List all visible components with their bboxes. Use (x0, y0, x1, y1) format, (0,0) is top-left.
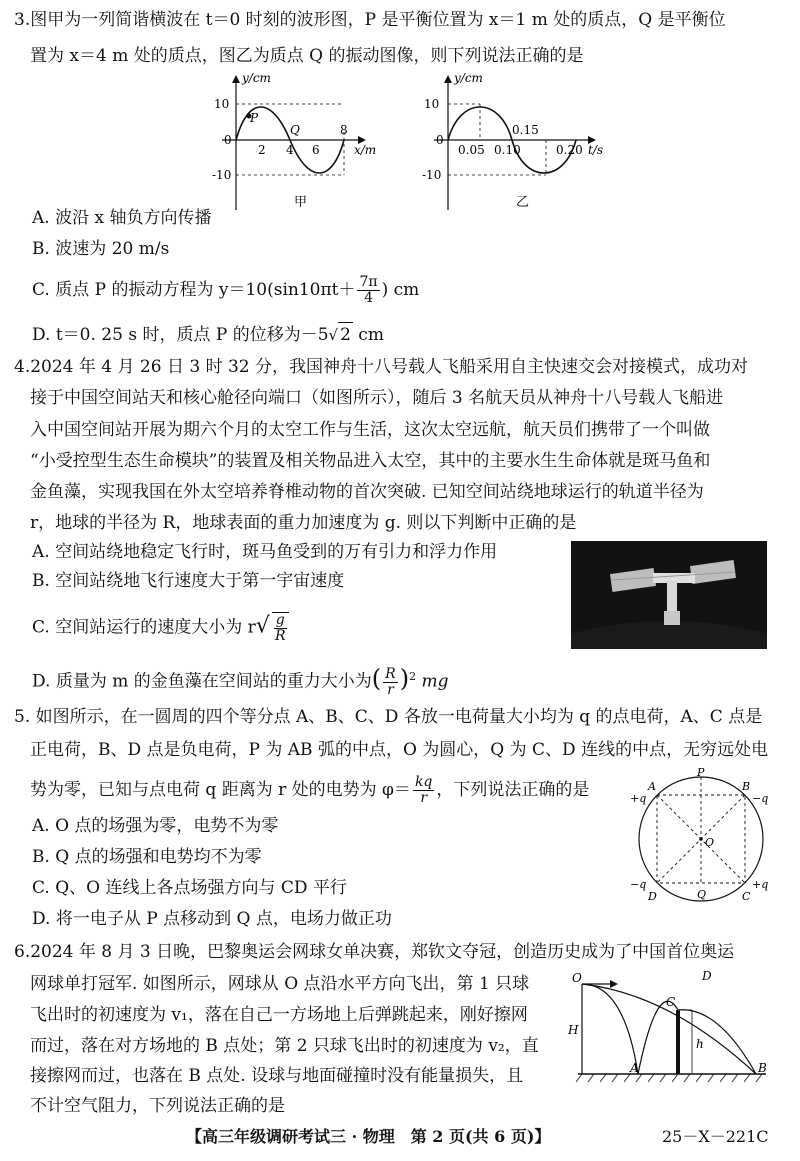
label-h-lower: h (696, 1037, 704, 1051)
q6-stem-line1: 6.2024 年 8 月 3 日晚，巴黎奥运会网球女单决赛，郑钦文夺冠，创造历史成为了中国首位奥运 (14, 942, 735, 962)
net-post (676, 1010, 680, 1074)
q3-stem-line1: 3.图甲为一列简谐横波在 t＝0 时刻的波形图，P 是平衡位置为 x＝1 m 处的质点，Q 是平衡位 (14, 10, 726, 30)
q4-stem-line3: 入中国空间站开展为期六个月的太空工作与生活，这次太空远航，航天员们携带了一个叫做 (30, 420, 710, 440)
graph-b-ytick-0: 0 (436, 133, 444, 147)
graph-a-xtick-4: 4 (286, 143, 294, 157)
q6-stem-line6: 不计空气阻力，下列说法正确的是 (30, 1096, 285, 1116)
q3-option-a: A. 波沿 x 轴负方向传播 (32, 208, 212, 228)
q6-stem-line4: 而过，落在对方场地的 B 点处；第 2 只球飞出时的初速度为 v₂，直 (30, 1036, 539, 1056)
graph-b-xtick-020: 0.20 (556, 143, 583, 157)
q5-stem-line1: 5. 如图所示，在一圆周的四个等分点 A、B、C、D 各放一电荷量大小均为 q 的点电荷，A、C 点是 (14, 707, 763, 727)
fraction-g-over-r: $\frac{g}{R}$ (272, 612, 289, 644)
label-c: C (742, 890, 751, 903)
label-d: D (702, 969, 712, 983)
q3-graph-b (412, 72, 612, 214)
q4-stem-line5: 金鱼藻，实现我国在外太空培养脊椎动物的首次突破. 已知空间站绕地球运行的轨道半径为 (30, 482, 704, 502)
graph-a-xtick-6: 6 (312, 143, 320, 157)
space-station-photo (571, 541, 767, 649)
label-a: A (630, 1061, 639, 1075)
graph-b-xtick-015: 0.15 (512, 123, 539, 137)
graph-b-ytick-neg10: -10 (422, 168, 442, 182)
charge-d: −q (630, 878, 647, 891)
q3-option-c: C. 质点 P 的振动方程为 y＝10(sin10πt＋ $\frac{7\pi}{4}$ ) cm (32, 274, 420, 306)
label-d: D (648, 890, 657, 903)
label-b: B (758, 1061, 767, 1075)
q5-option-d: D. 将一电子从 P 点移动到 Q 点，电场力做正功 (32, 909, 392, 929)
graph-b-xtick-010: 0.10 (494, 143, 521, 157)
graph-b-xtick-005: 0.05 (458, 143, 485, 157)
q3-stem-line2: 置为 x＝4 m 处的质点，图乙为质点 Q 的振动图像，则下列说法正确的是 (30, 46, 584, 66)
q4-option-a: A. 空间站绕地稳定飞行时，斑马鱼受到的万有引力和浮力作用 (32, 542, 498, 562)
charge-a: +q (630, 792, 647, 805)
label-c: C (666, 995, 676, 1009)
q6-stem-line2: 网球单打冠军. 如图所示，网球从 O 点沿水平方向飞出，第 1 只球 (30, 974, 530, 994)
footer-code: 25－X－221C (662, 1127, 769, 1146)
q4-stem-line4: “小受控型生态生命模块”的装置及相关物品进入太空，其中的主要水生生命体就是斑马鱼和 (30, 451, 711, 471)
label-o: O (572, 971, 582, 985)
q5-stem-line2: 正电荷，B、D 点是负电荷，P 为 AB 弧的中点，O 为圆心，Q 为 C、D 连线的中点，无穷远处电 (30, 740, 769, 760)
graph-b-ytick-10: 10 (424, 97, 440, 111)
graph-a-caption: 甲 (294, 195, 308, 210)
graph-a-ytick-neg10: -10 (212, 168, 232, 182)
q4-option-b: B. 空间站绕地飞行速度大于第一宇宙速度 (32, 571, 345, 591)
label-a: A (648, 780, 656, 793)
graph-a-xtick-2: 2 (258, 143, 266, 157)
q3-option-d: D. t＝0. 25 s 时，质点 P 的位移为－5√ 2 cm (32, 322, 384, 347)
q5-option-c: C. Q、O 连线上各点场强方向与 CD 平行 (32, 878, 347, 898)
label-o: O (705, 836, 715, 849)
q6-stem-line3: 飞出时的初速度为 v₁，落在自己一方场地上后弹跳起来，刚好擦网 (30, 1005, 528, 1025)
footer-title: 【高三年级调研考试三 · 物理 第 2 页(共 6 页)】 (186, 1127, 551, 1146)
graph-a-xtick-8: 8 (340, 123, 348, 137)
q4-stem-line2: 接于中国空间站天和核心舱径向端口（如图所示），随后 3 名航天员从神舟十八号载人飞船进 (30, 388, 724, 408)
graph-a-label-q: Q (290, 123, 300, 137)
graph-a-ytick-10: 10 (214, 97, 230, 111)
q3-graph-a (212, 72, 402, 214)
label-q: Q (697, 888, 707, 901)
graph-b-x-label: t/s (588, 143, 604, 157)
q5-stem-line3: 势为零，已知与点电荷 q 距离为 r 处的电势为 φ＝ $\frac{kq}{r}$ ，下列说法正确的是 (30, 774, 590, 806)
graph-a-ytick-0: 0 (224, 133, 232, 147)
label-b: B (742, 780, 751, 793)
graph-a-y-label: y/cm (242, 72, 271, 85)
charge-b: −q (752, 792, 769, 805)
fraction-r-over-r: $\frac{R}{r}$ (385, 665, 396, 698)
charge-c: +q (752, 878, 769, 891)
q6-stem-line5: 接擦网而过，也落在 B 点处. 设球与地面碰撞时没有能量损失，且 (30, 1066, 524, 1086)
q6-tennis-diagram (560, 966, 772, 1090)
graph-a-x-label: x/m (354, 143, 377, 157)
q5-option-b: B. Q 点的场强和电势均不为零 (32, 847, 262, 867)
graph-a-label-p: P (250, 111, 259, 125)
label-p: P (697, 768, 705, 779)
label-h-upper: H (568, 1023, 579, 1037)
q4-stem-line6: r，地球的半径为 R，地球表面的重力加速度为 g. 则以下判断中正确的是 (30, 513, 577, 533)
q4-option-d: D. 质量为 m 的金鱼藻在空间站的重力大小为( $\frac{R}{r}$ )$^2$ mg (32, 664, 449, 698)
fraction-7pi-over-4: $\frac{7\pi}{4}$ (359, 274, 378, 306)
q3-option-b: B. 波速为 20 m/s (32, 239, 170, 259)
fraction-kq-over-r: $\frac{kq}{r}$ (414, 774, 433, 806)
graph-b-y-label: y/cm (454, 72, 483, 85)
q5-option-a: A. O 点的场强为零，电势不为零 (32, 816, 279, 836)
q5-charge-diagram (628, 768, 774, 910)
graph-b-caption: 乙 (516, 195, 530, 210)
q4-option-c: C. 空间站运行的速度大小为 r√ $\frac{g}{R}$ (32, 612, 291, 644)
q4-stem-line1: 4.2024 年 4 月 26 日 3 时 32 分，我国神舟十八号载人飞船采用自主快速交会对接模式，成功对 (14, 357, 749, 377)
